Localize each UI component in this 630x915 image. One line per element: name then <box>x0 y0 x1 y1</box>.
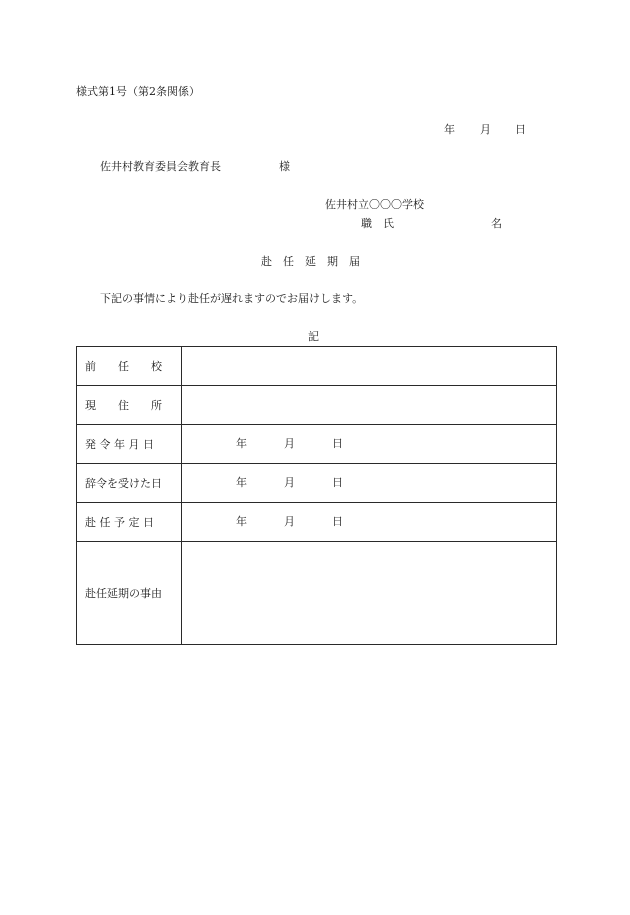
row-label-notice-received-date: 辞令を受けた日 <box>77 464 182 503</box>
date-year-label: 年 <box>236 515 247 528</box>
previous-school-field[interactable] <box>182 347 557 386</box>
sender-school: 佐井村立〇〇〇学校 <box>325 198 424 211</box>
date-day-label: 日 <box>332 476 343 489</box>
appointment-date-field[interactable] <box>182 425 557 464</box>
date-month-label: 月 <box>284 437 295 450</box>
sender-name-label: 名 <box>491 217 502 230</box>
sender-position-label: 職 氏 <box>361 217 394 230</box>
form-table <box>76 346 557 645</box>
intro-text: 下記の事情により赴任が遅れますのでお届けします。 <box>100 292 364 305</box>
date-month-label: 月 <box>284 476 295 489</box>
document-title: 赴 任 延 期 届 <box>261 255 360 268</box>
current-address-field[interactable] <box>182 386 557 425</box>
table-row <box>77 464 557 503</box>
table-row <box>77 386 557 425</box>
table-row <box>77 542 557 645</box>
row-label-appointment-date: 発 令 年 月 日 <box>77 425 182 464</box>
ki-heading: 記 <box>308 330 319 343</box>
delay-reason-field[interactable] <box>182 542 557 645</box>
date-year-label: 年 <box>236 476 247 489</box>
header-date-month: 月 <box>480 123 491 136</box>
addressee-honorific: 様 <box>279 160 290 173</box>
table-row <box>77 425 557 464</box>
row-label-scheduled-date: 赴 任 予 定 日 <box>77 503 182 542</box>
addressee-name: 佐井村教育委員会教育長 <box>100 160 221 173</box>
date-month-label: 月 <box>284 515 295 528</box>
header-date-day: 日 <box>515 123 526 136</box>
row-label-delay-reason: 赴任延期の事由 <box>77 542 182 645</box>
table-row <box>77 503 557 542</box>
header-date-year: 年 <box>444 123 455 136</box>
scheduled-date-field[interactable] <box>182 503 557 542</box>
form-number: 様式第1号（第2条関係） <box>76 85 200 98</box>
date-day-label: 日 <box>332 437 343 450</box>
date-day-label: 日 <box>332 515 343 528</box>
notice-received-date-field[interactable] <box>182 464 557 503</box>
row-label-current-address: 現 住 所 <box>77 386 182 425</box>
row-label-previous-school: 前 任 校 <box>77 347 182 386</box>
table-row <box>77 347 557 386</box>
date-year-label: 年 <box>236 437 247 450</box>
